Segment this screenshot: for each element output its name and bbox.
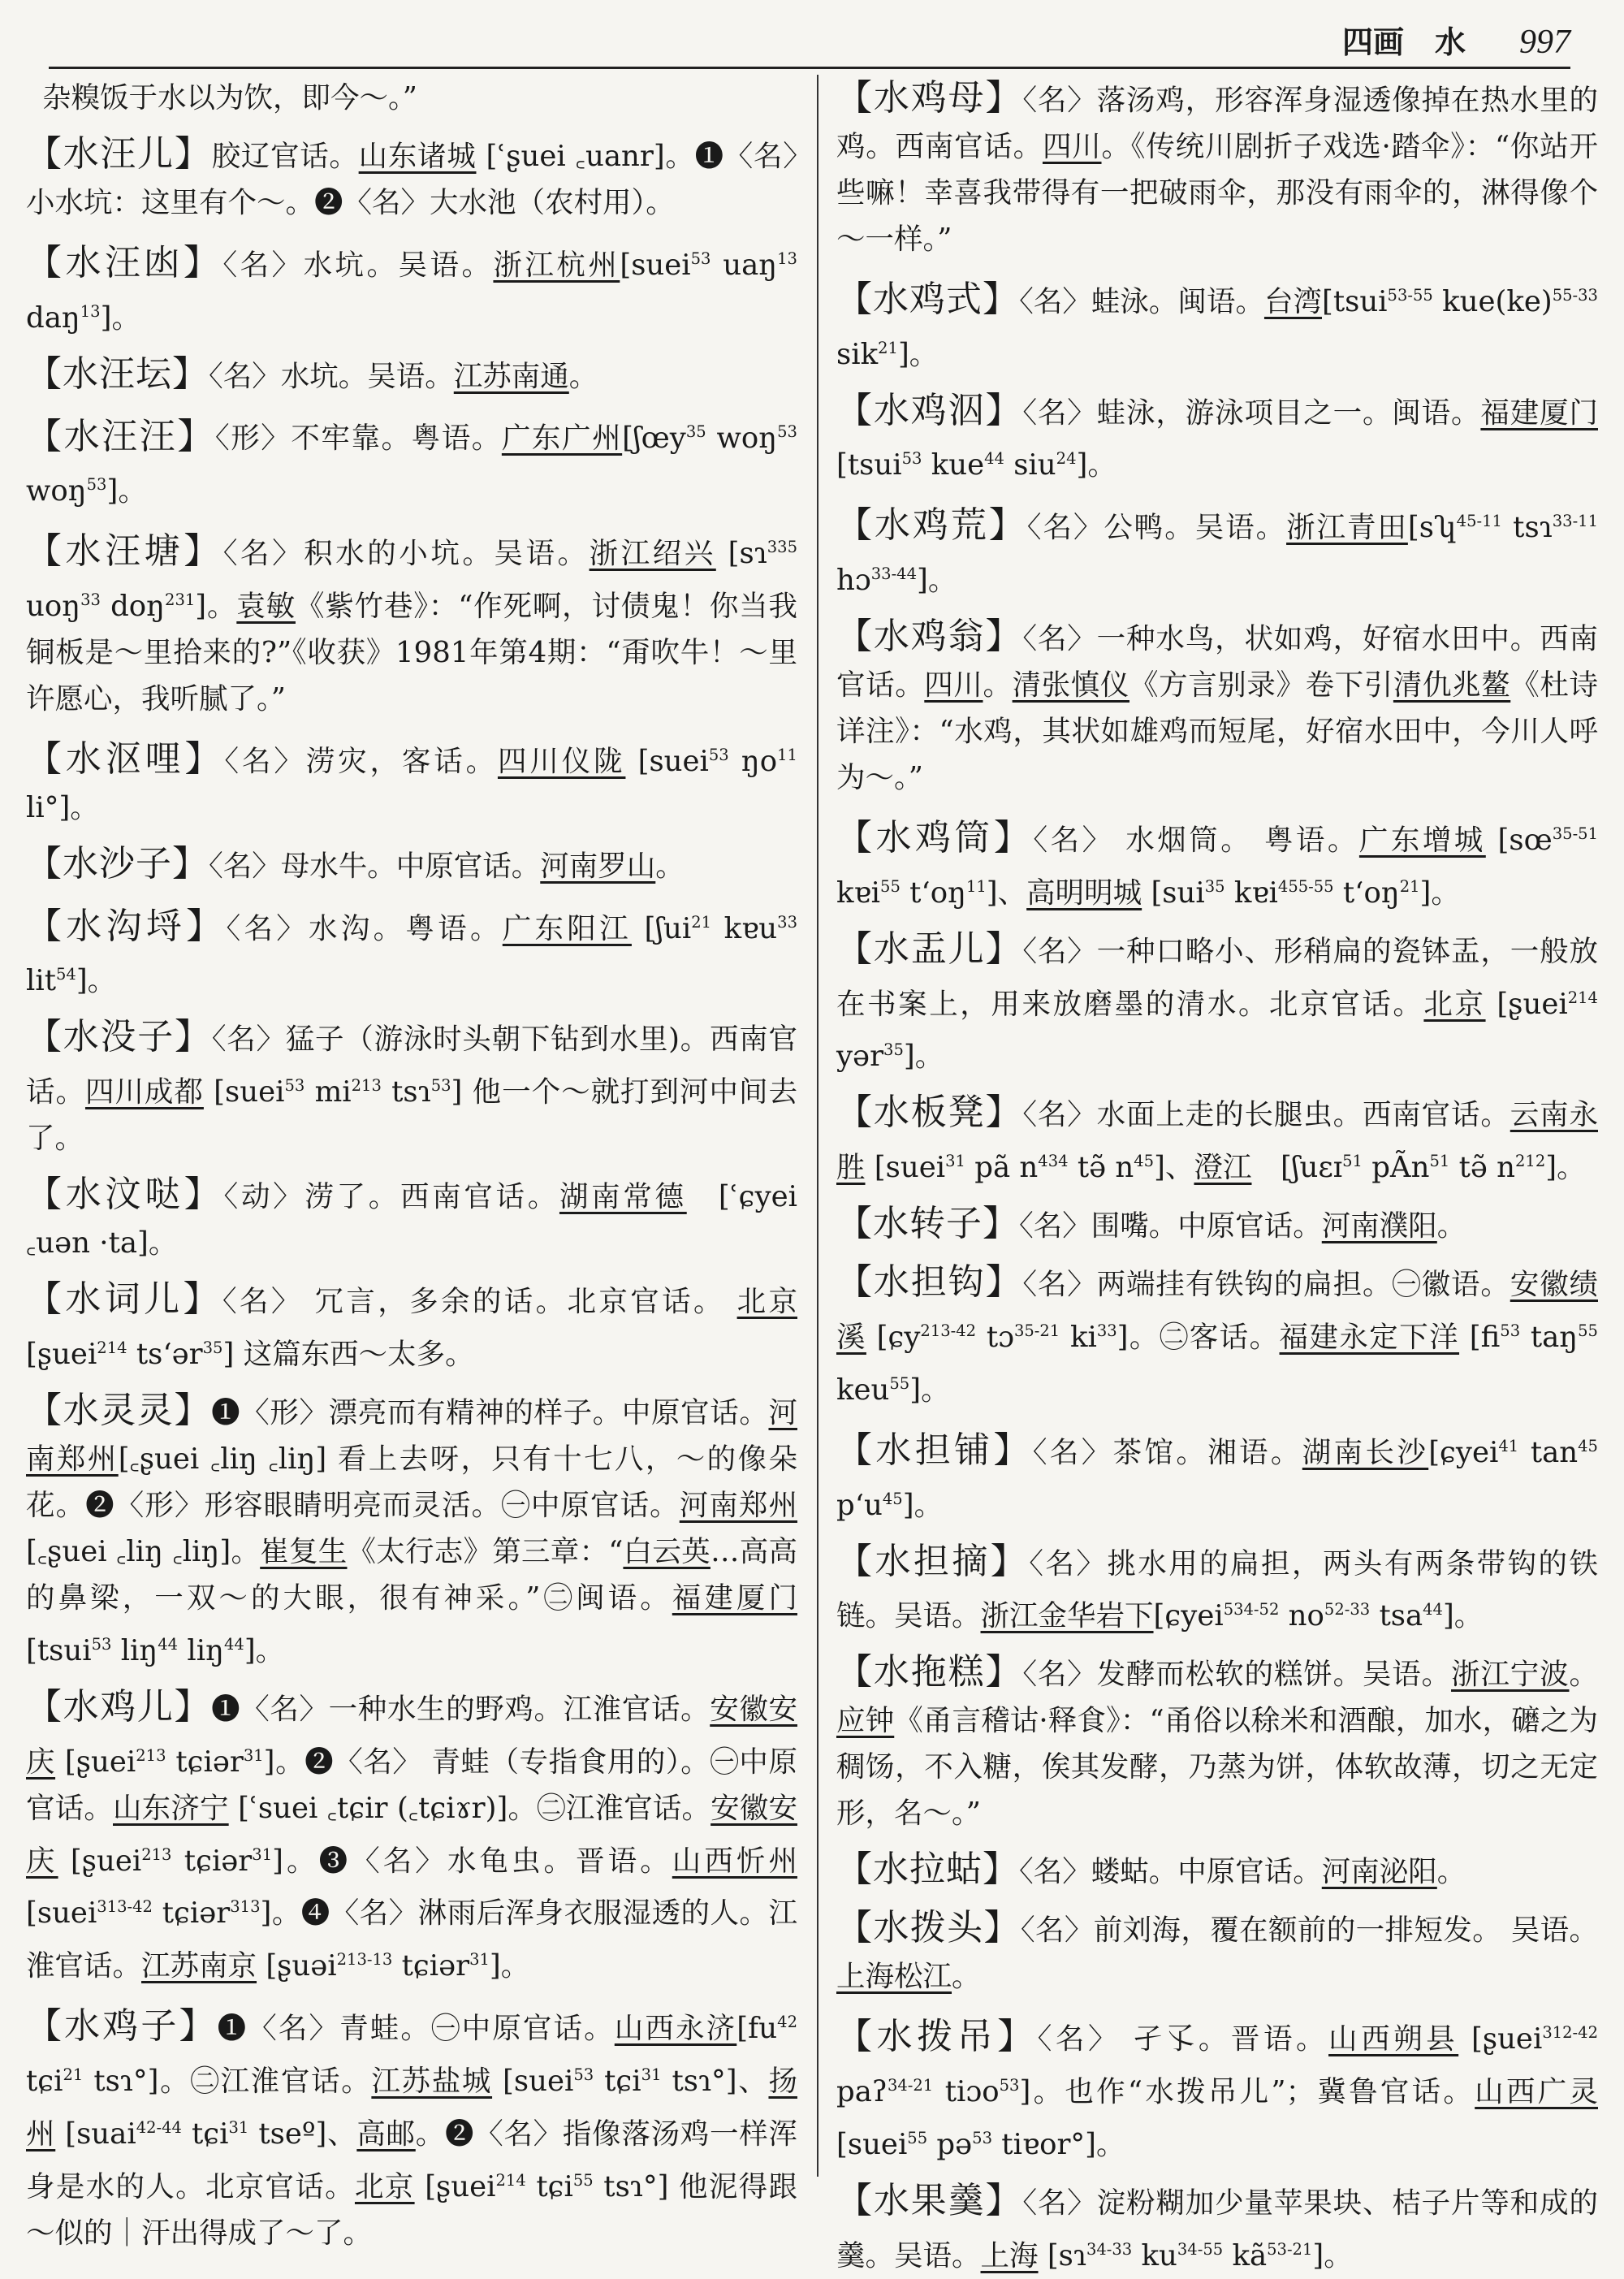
dictionary-entry xyxy=(836,2177,1598,2279)
dictionary-entry xyxy=(26,236,797,341)
entry-headword: 【水没子】 xyxy=(26,1016,212,1058)
place-name: 四川 xyxy=(924,668,983,703)
dictionary-entry xyxy=(836,1089,1598,1191)
dictionary-entry xyxy=(836,2009,1598,2167)
entry-headword: 【水拖糕】 xyxy=(836,1651,1023,1693)
entry-definition: 〈名〉水坑。吴语。浙江杭州[suei$^{53}$ uaŋ$^{13}$ daŋ$^{13}$]。 xyxy=(26,248,797,335)
place-name: 四川 xyxy=(1042,130,1102,163)
right-column xyxy=(836,75,1598,2273)
entry-definition: 〈名〉一种水鸟，状如鸡，好宿水田中。西南官话。四川。清张慎仪《方言别录》卷下引清仇兆鳌《杜诗详注》：“水鸡，其状如雄鸡而短尾，好宿水田中，今川人呼为～。” xyxy=(836,622,1598,795)
place-name: 清张慎仪 xyxy=(1012,668,1129,703)
entry-definition: 〈名〉茶馆。湘语。湖南长沙[ɕyei$^{41}$ $\tan^{45}$ pʻu$^{45}$]。 xyxy=(836,1435,1598,1522)
header-radical: 水 xyxy=(1434,24,1466,60)
entry-headword: 【水转子】 xyxy=(836,1203,1019,1245)
place-name: 白云英 xyxy=(623,1535,710,1569)
place-name: 山西朔县 xyxy=(1328,2022,1459,2056)
dictionary-entry xyxy=(836,1905,1598,2000)
entry-headword: 【水鸡母】 xyxy=(836,77,1023,119)
entry-definition: 〈名〉蛙泳。闽语。台湾[tsui$^{53-55}$ kue(ke)$^{55-33}$ sik$^{21}$]。 xyxy=(836,284,1598,371)
place-name: 福建永定下洋 xyxy=(1279,1321,1460,1355)
dictionary-entry xyxy=(26,841,797,889)
place-name: 河南濮阳 xyxy=(1321,1209,1437,1243)
place-name: 湖南长沙 xyxy=(1302,1435,1429,1469)
place-name: 安徽安庆 xyxy=(26,1692,797,1779)
entry-definition: 〈名〉涝灾，客话。四川仪陇 [suei$^{53}$ $ŋo^{11}$ li°]。 xyxy=(26,744,797,824)
place-name: 山东诸城 xyxy=(358,140,477,173)
place-name: 四川仪陇 xyxy=(497,744,626,778)
entry-headword: 【水鸡筒】 xyxy=(836,816,1034,858)
dictionary-entry xyxy=(836,272,1598,378)
entry-headword: 【水汪塘】 xyxy=(26,530,223,573)
place-name: 高邮 xyxy=(356,2117,416,2151)
place-name: 上海 xyxy=(980,2238,1039,2273)
dictionary-entry xyxy=(836,1200,1598,1249)
entry-headword: 【水汶哒】 xyxy=(26,1174,224,1216)
entry-headword: 【水鸡子】 xyxy=(26,2005,218,2048)
place-name: 北京 xyxy=(1423,987,1486,1021)
place-name: 扬州 xyxy=(26,2064,797,2151)
entry-definition: 〈名〉蝼蛄。中原官话。河南泌阳。 xyxy=(1019,1855,1466,1889)
entry-headword: 【水拨吊】 xyxy=(836,2016,1038,2058)
dictionary-entry xyxy=(836,1259,1598,1413)
dictionary-entry xyxy=(26,1684,797,1989)
entry-definition: 〈名〉挑水用的扁担，两头有两条带钩的铁链。吴语。浙江金华岩下[ɕyei$^{534-52}$ $no^{52-33}$ tsa$^{44}$]。 xyxy=(836,1546,1598,1633)
entry-definition: 〈名〉围嘴。中原官话。河南濮阳。 xyxy=(1019,1209,1466,1243)
entry-definition: 〈名〉水坑。吴语。江苏南通。 xyxy=(209,359,598,393)
entry-definition: 〈名〉 冗言，多余的话。北京官话。 北京 [ʂuei$^{214}$ tsʻər$^{35}$] 这篇东西～太多。 xyxy=(26,1285,797,1372)
dictionary-entry xyxy=(836,1649,1598,1836)
entry-headword: 【水板凳】 xyxy=(836,1092,1023,1134)
entry-definition: 〈名〉蛙泳，游泳项目之一。闽语。福建厦门 [tsui$^{53}$ kue$^{44}$ siu$^{24}$]。 xyxy=(836,396,1598,482)
entry-definition: 〈名〉猛子（游泳时头朝下钻到水里)。西南官话。四川成都 [suei$^{53}$ $mi^{213}$ tsɿ$^{53}$] 他一个～就打到河中间去了。 xyxy=(26,1023,797,1156)
dictionary-entry xyxy=(26,1999,797,2255)
right-entries xyxy=(836,75,1598,2279)
place-name: 山西广灵 xyxy=(1475,2075,1598,2109)
entry-definition: 〈名〉发酵而松软的糕饼。吴语。浙江宁波。应钟《甬言稽诂·释食》：“甬俗以稌米和酒酿，加水，礳之为稠饧，不入糖，俟其发酵，乃蒸为饼，体软故薄，切之无定形，名～。” xyxy=(836,1658,1598,1831)
dictionary-entry xyxy=(836,613,1598,801)
continuation-text: 杂糗饭于水以为饮，即今～。” xyxy=(42,81,417,115)
place-name: 江苏南通 xyxy=(453,359,569,393)
page-number: 997 xyxy=(1519,24,1570,61)
entry-headword: 【水担摘】 xyxy=(836,1540,1030,1582)
entry-definition: ❶〈名〉青蛙。㊀中原官话。山西永济[$fu^{42}$ tɕi$^{21}$ tsɿ°]。㊁江淮官话。江苏盐城 [suei$^{53}$ tɕi$^{31}$ tsɿ°]、扬州 [suai$^{42-44}$ tɕi$^{31}$ tseº]、高邮。❷〈名〉指像落汤鸡一样浑身是水的人。北京官话。北京 [ʂuei$^{214}$ tɕi$^{55}$ tsɿ°] 他泥得跟～似的｜汗出得成了～了。 xyxy=(26,2012,797,2250)
entry-definition: 〈名〉落汤鸡，形容浑身湿透像掉在热水里的鸡。西南官话。四川。《传统川剧折子戏选·踏伞》：“你站开些嘛！幸喜我带得有一把破雨伞，那没有雨伞的，淋得像个～一样。” xyxy=(836,84,1598,256)
entry-definition: 〈名〉 孑孓。晋语。山西朔县 [ʂuei$^{312-42}$ paʔ$^{34-21}$ tiɔo$^{53}$]。也作“水拨吊儿”；冀鲁官话。山西广灵 [suei$^{55}$ pə$^{53}$ tiɐor°]。 xyxy=(836,2022,1598,2161)
dictionary-entry xyxy=(836,1423,1598,1529)
entry-definition: 〈形〉不牢靠。粤语。广东广州[ʃœy$^{35}$ woŋ$^{53}$ woŋ$^{53}$]。 xyxy=(26,422,797,508)
entry-definition: 〈名〉水面上走的长腿虫。西南官话。云南永胜 [suei$^{31}$ pã $n^{434}$ tə̃ $n^{45}$]、澄江 [ʃuɛɪ$^{51}$ pÃn$^{51}$ tə̃ $n^{212}$]。 xyxy=(836,1098,1598,1185)
entry-headword: 【水担铺】 xyxy=(836,1429,1033,1471)
entry-headword: 【水盂儿】 xyxy=(836,928,1023,970)
place-name: 袁敏 xyxy=(236,589,296,623)
place-name: 广东增城 xyxy=(1358,823,1486,857)
place-name: 河南郑州 xyxy=(26,1396,797,1477)
dictionary-entry xyxy=(26,1014,797,1161)
entry-definition: 〈名〉前刘海，覆在额前的一排短发。 吴语。上海松江。 xyxy=(836,1914,1598,1994)
place-name: 崔复生 xyxy=(260,1535,348,1569)
dictionary-entry xyxy=(836,498,1598,603)
entry-headword: 【水汪汪】 xyxy=(26,415,215,457)
dictionary-entry xyxy=(836,811,1598,916)
entry-headword: 【水沟埒】 xyxy=(26,905,227,947)
dictionary-entry xyxy=(26,1171,797,1266)
entry-headword: 【水汪坛】 xyxy=(26,352,209,395)
place-name: 浙江绍兴 xyxy=(589,537,716,571)
dictionary-entry xyxy=(26,1276,797,1377)
dictionary-entry xyxy=(26,732,797,831)
entry-headword: 【水汪凼】 xyxy=(26,241,223,283)
entry-definition: ❶〈名〉一种水生的野鸡。江淮官话。安徽安庆 [ʂuei$^{213}$ tɕiər$^{31}$]。❷〈名〉 青蛙（专指食用的）。㊀中原官话。山东济宁 [ʿsuei ꜀tɕir (꜀tɕiɤr)]。㊁江淮官话。安徽安庆 [ʂuei$^{213}$ tɕiər$^{31}$]。❸〈名〉水龟虫。晋语。山西忻州 [suei$^{313-42}$ tɕiər$^{313}$]。❹〈名〉淋雨后浑身衣服湿透的人。江淮官话。江苏南京 [ʂuəi$^{213-13}$ tɕiər$^{31}$]。 xyxy=(26,1692,797,1983)
entry-headword: 【水果羹】 xyxy=(836,2179,1023,2221)
place-name: 浙江杭州 xyxy=(493,248,620,282)
entry-headword: 【水沤哩】 xyxy=(26,737,225,780)
place-name: 应钟 xyxy=(836,1704,895,1738)
entry-headword: 【水拨头】 xyxy=(836,1907,1021,1949)
place-name: 山西忻州 xyxy=(672,1844,797,1878)
place-name: 安徽绩溪 xyxy=(836,1268,1598,1355)
dictionary-entry xyxy=(836,387,1598,489)
entry-headword: 【水拉蛄】 xyxy=(836,1849,1019,1891)
place-name: 山东济宁 xyxy=(113,1791,229,1825)
place-name: 河南郑州 xyxy=(679,1489,797,1523)
place-name: 河南罗山 xyxy=(540,849,656,883)
page-header xyxy=(49,15,1570,62)
entry-headword: 【水词儿】 xyxy=(26,1278,222,1321)
entry-headword: 【水鸡荒】 xyxy=(836,504,1027,547)
entry-definition: 〈名〉淀粉糊加少量苹果块、桔子片等和成的羹。吴语。上海 [sɿ$^{34-33}$ $ku^{34-55}$ $kã^{53-21}$]。 xyxy=(836,2186,1598,2273)
place-name: 广东阳江 xyxy=(502,911,632,945)
entry-definition: 〈名〉公鸭。吴语。浙江青田[sʮ$^{45-11}$ tsɿ$^{33-11}$ hɔ$^{33-44}$]。 xyxy=(836,511,1598,598)
entry-headword: 【水灵灵】 xyxy=(26,1390,212,1432)
entry-definition: 〈名〉 水烟筒。 粤语。广东增城 [$sœ^{35-51}$ kɐi$^{55}$ tʻoŋ$^{11}$]、高明明城 [sui$^{35}$ kɐi$^{455-55}$ tʻoŋ$^{21}$]。 xyxy=(836,823,1598,910)
place-name: 四川成都 xyxy=(84,1075,204,1109)
place-name: 台湾 xyxy=(1263,284,1322,318)
dictionary-entry xyxy=(26,351,797,400)
entry-definition: ❶〈形〉漂亮而有精神的样子。中原官话。河南郑州[꜀ʂuei ꜀liŋ ꜀liŋ] 看上去呀，只有十七八，～的像朵花。❷〈形〉形容眼睛明亮而灵活。㊀中原官话。河南郑州 [꜀ʂuei ꜀liŋ ꜀liŋ]。崔复生《太行志》第三章：“白云英…高高的鼻梁，一双～的大眼，很有神采。”㊁闽语。福建厦门 [tsui$^{53}$ liŋ$^{44}$ liŋ$^{44}$]。 xyxy=(26,1396,797,1667)
entry-headword: 【水担钩】 xyxy=(836,1261,1023,1304)
place-name: 江苏盐城 xyxy=(371,2064,493,2098)
dictionary-entry xyxy=(26,409,797,515)
dictionary-entry xyxy=(836,926,1598,1080)
entry-definition: 〈名〉水沟。粤语。广东阳江 [ʃui$^{21}$ kɐu$^{33}$ lit$^{54}$]。 xyxy=(26,911,797,998)
column-divider xyxy=(817,75,818,2177)
header-section: 四画 xyxy=(1341,24,1404,60)
place-name: 江苏南京 xyxy=(141,1949,257,1983)
place-name: 安徽安庆 xyxy=(26,1791,797,1878)
place-name: 浙江青田 xyxy=(1286,511,1408,545)
place-name: 湖南常德 xyxy=(559,1180,687,1214)
place-name: 福建厦门 xyxy=(672,1581,797,1615)
place-name: 北京 xyxy=(354,2169,415,2203)
place-name: 清仇兆鳌 xyxy=(1393,668,1511,703)
entry-headword: 【水鸡泅】 xyxy=(836,389,1023,431)
place-name: 福建厦门 xyxy=(1480,396,1598,430)
entry-definition: 〈名〉积水的小坑。吴语。浙江绍兴 [sɿ$^{335}$ uoŋ$^{33}$ doŋ$^{231}$]。袁敏《紫竹巷》：“作死啊，讨债鬼！你当我铜板是～里拾来的?”《收获》1981年第4期：“甭吹牛！～里许愿心，我听腻了。” xyxy=(26,537,797,716)
left-entries xyxy=(26,131,797,2256)
dictionary-entry xyxy=(26,899,797,1005)
entry-headword: 【水汪儿】 xyxy=(26,133,212,175)
place-name: 澄江 xyxy=(1194,1151,1252,1185)
place-name: 上海松江 xyxy=(836,1960,952,1994)
place-name: 高明明城 xyxy=(1026,876,1142,910)
place-name: 北京 xyxy=(736,1285,797,1319)
dictionary-entry xyxy=(26,131,797,226)
place-name: 浙江金华岩下 xyxy=(980,1599,1154,1633)
place-name: 云南永胜 xyxy=(836,1098,1598,1185)
dictionary-entry xyxy=(836,1538,1598,1640)
entry-definition: 〈动〉涝了。西南官话。湖南常德 [ʿɕyei ꜀uən ·ta]。 xyxy=(26,1180,797,1261)
entry-headword: 【水鸡儿】 xyxy=(26,1685,212,1728)
entry-headword: 【水鸡翁】 xyxy=(836,616,1023,658)
entry-definition: 〈名〉一种口略小、形稍扁的瓷钵盂，一般放在书案上，用来放磨墨的清水。北京官话。北京 [ʂuei$^{214}$ yər$^{35}$]。 xyxy=(836,934,1598,1074)
place-name: 山西永济 xyxy=(614,2012,737,2046)
dictionary-entry xyxy=(26,1387,797,1674)
entry-headword: 【水沙子】 xyxy=(26,842,209,884)
header-rule xyxy=(49,67,1570,69)
place-name: 广东广州 xyxy=(501,422,623,456)
entry-definition: 〈名〉两端挂有铁钩的扁担。㊀徽语。安徽绩溪 [ɕy$^{213-42}$ tɔ$^{35-21}$ $ki^{33}$]。㊁客话。福建永定下洋 [$fi^{53}$ taŋ$^{55}$ keu$^{55}$]。 xyxy=(836,1268,1598,1407)
left-column xyxy=(26,75,797,2250)
dictionary-entry xyxy=(836,75,1598,262)
dictionary-entry xyxy=(26,524,797,722)
place-name: 河南泌阳 xyxy=(1321,1855,1437,1889)
entry-definition: 胶辽官话。山东诸城 [ʿʂuei ꜀uanr]。❶〈名〉小水坑：这里有个～。❷〈名〉大水池（农村用）。 xyxy=(26,140,797,219)
dictionary-entry xyxy=(836,1846,1598,1895)
place-name: 浙江宁波 xyxy=(1451,1658,1570,1692)
entry-definition: 〈名〉母水牛。中原官话。河南罗山。 xyxy=(209,849,685,883)
entry-headword: 【水鸡式】 xyxy=(836,278,1020,320)
